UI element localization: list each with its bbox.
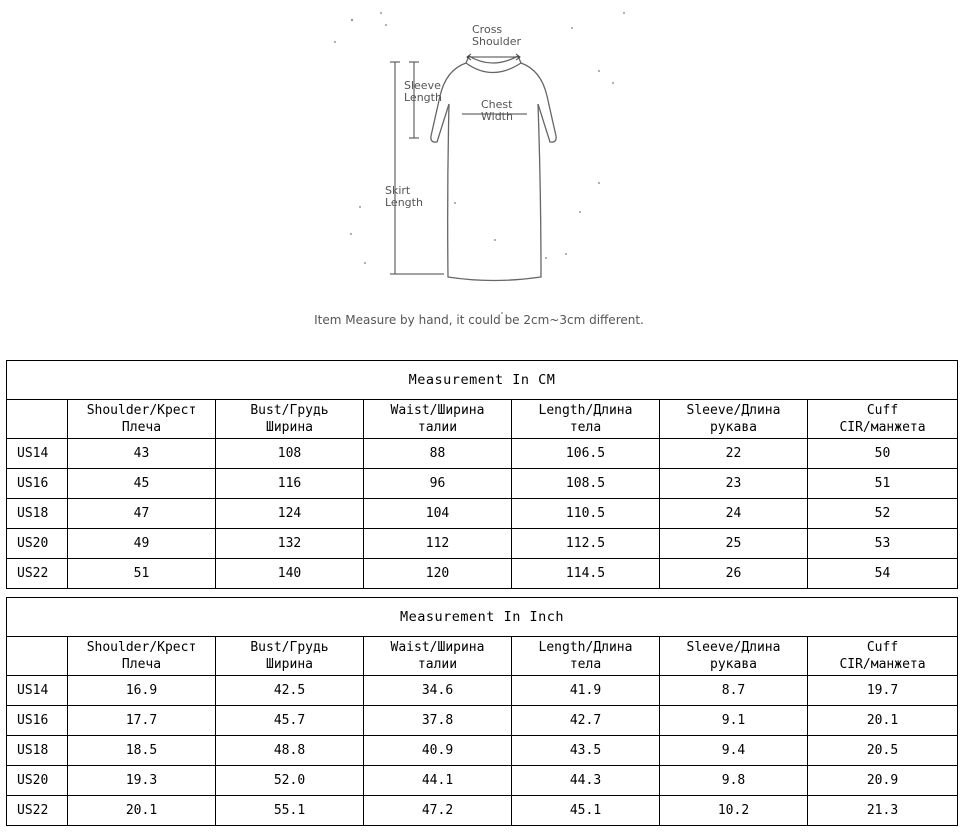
size-label: US18 <box>7 499 68 529</box>
table-cell: 9.1 <box>660 706 808 736</box>
table-row <box>7 676 958 706</box>
table-cell: 26 <box>660 559 808 589</box>
table-cell: 42.5 <box>216 676 364 706</box>
table-row <box>7 766 958 796</box>
table-row <box>7 796 958 826</box>
table-cell: 23 <box>660 469 808 499</box>
table-cell: 43 <box>68 439 216 469</box>
column-header-line: Cuff <box>866 403 899 418</box>
table-cell: 52.0 <box>216 766 364 796</box>
column-header-line: Ширина <box>266 420 313 435</box>
column-header <box>7 637 68 676</box>
table-cell: 50 <box>808 439 958 469</box>
table-row <box>7 736 958 766</box>
column-header <box>512 637 660 676</box>
table-cell: 112 <box>364 529 512 559</box>
column-header-line: Ширина <box>266 657 313 672</box>
table-cell: 45.7 <box>216 706 364 736</box>
column-header-line: CIR/манжета <box>839 420 926 435</box>
table-title: Measurement In Inch <box>7 598 958 637</box>
measurement-table-cm <box>6 360 958 589</box>
diagram-labels <box>314 23 644 327</box>
column-header-line: талии <box>417 657 458 672</box>
table-row <box>7 559 958 589</box>
table-cell: 20.9 <box>808 766 958 796</box>
size-label: US14 <box>7 676 68 706</box>
table-cell: 48.8 <box>216 736 364 766</box>
column-header <box>364 637 512 676</box>
chest-width-label-1: Chest <box>481 98 513 111</box>
table-cell: 140 <box>216 559 364 589</box>
cross-shoulder-label-2: Shoulder <box>472 35 521 48</box>
table-cell: 120 <box>364 559 512 589</box>
table-cell: 116 <box>216 469 364 499</box>
size-label: US16 <box>7 706 68 736</box>
table-cell: 45.1 <box>512 796 660 826</box>
table-cell: 112.5 <box>512 529 660 559</box>
column-header-line: CIR/манжета <box>839 657 926 672</box>
skirt-length-label-1: Skirt <box>385 184 411 197</box>
column-header <box>7 400 68 439</box>
table-cell: 44.3 <box>512 766 660 796</box>
table-cell: 9.4 <box>660 736 808 766</box>
column-header-line: Bust/Грудь <box>250 403 329 418</box>
column-header-line: Плеча <box>121 420 162 435</box>
table-row <box>7 499 958 529</box>
table-cell: 47.2 <box>364 796 512 826</box>
table-cell: 43.5 <box>512 736 660 766</box>
table-cell: 21.3 <box>808 796 958 826</box>
table-cell: 47 <box>68 499 216 529</box>
column-header <box>68 637 216 676</box>
column-header <box>68 400 216 439</box>
table-title: Measurement In CM <box>7 361 958 400</box>
table-cell: 104 <box>364 499 512 529</box>
column-header-line: рукава <box>710 657 757 672</box>
table-cell: 22 <box>660 439 808 469</box>
column-header-line: Плеча <box>121 657 162 672</box>
skirt-length-label-2: Length <box>385 196 423 209</box>
dress-measurement-diagram <box>0 0 962 350</box>
table-row <box>7 469 958 499</box>
table-cell: 20.5 <box>808 736 958 766</box>
table-cell: 106.5 <box>512 439 660 469</box>
table-cell: 16.9 <box>68 676 216 706</box>
table-cell: 10.2 <box>660 796 808 826</box>
table-cell: 51 <box>68 559 216 589</box>
sleeve-length-label-2: Length <box>404 91 442 104</box>
column-header-line: рукава <box>710 420 757 435</box>
table-cell: 45 <box>68 469 216 499</box>
column-header-line: Waist/Ширина <box>390 403 485 418</box>
table-row <box>7 706 958 736</box>
column-header <box>808 637 958 676</box>
chest-width-label-2: Width <box>481 110 513 123</box>
cross-shoulder-label-1: Cross <box>472 23 503 36</box>
column-header <box>216 400 364 439</box>
size-label: US14 <box>7 439 68 469</box>
table-cell: 20.1 <box>68 796 216 826</box>
column-header-line: тела <box>569 420 602 435</box>
table-cell: 40.9 <box>364 736 512 766</box>
table-cell: 96 <box>364 469 512 499</box>
measurement-table-inch <box>6 597 958 826</box>
column-header-line: Length/Длина <box>538 640 633 655</box>
table-cell: 88 <box>364 439 512 469</box>
table-cell: 24 <box>660 499 808 529</box>
table-cell: 52 <box>808 499 958 529</box>
table-cell: 19.7 <box>808 676 958 706</box>
table-cell: 34.6 <box>364 676 512 706</box>
size-label: US16 <box>7 469 68 499</box>
table-cell: 49 <box>68 529 216 559</box>
column-header-line: Bust/Грудь <box>250 640 329 655</box>
table-cell: 110.5 <box>512 499 660 529</box>
table-cell: 44.1 <box>364 766 512 796</box>
table-cell: 9.8 <box>660 766 808 796</box>
table-cell: 51 <box>808 469 958 499</box>
table-cell: 54 <box>808 559 958 589</box>
table-cell: 53 <box>808 529 958 559</box>
column-header <box>660 637 808 676</box>
column-header-line: Shoulder/Крест <box>86 640 197 655</box>
table-cell: 132 <box>216 529 364 559</box>
table-cell: 55.1 <box>216 796 364 826</box>
column-header-line: Cuff <box>866 640 899 655</box>
dress-outline <box>431 56 556 281</box>
column-header-line: Waist/Ширина <box>390 640 485 655</box>
table-cell: 37.8 <box>364 706 512 736</box>
table-row <box>7 439 958 469</box>
table-cell: 25 <box>660 529 808 559</box>
column-header <box>364 400 512 439</box>
table-cell: 20.1 <box>808 706 958 736</box>
table-cell: 108 <box>216 439 364 469</box>
measure-note: Item Measure by hand, it could be 2cm~3cm different. <box>314 313 644 327</box>
column-header <box>216 637 364 676</box>
table-cell: 42.7 <box>512 706 660 736</box>
table-row <box>7 529 958 559</box>
table-cell: 17.7 <box>68 706 216 736</box>
column-header <box>512 400 660 439</box>
sleeve-length-label-1: Sleeve <box>404 79 441 92</box>
column-header <box>660 400 808 439</box>
column-header <box>808 400 958 439</box>
column-header-line: Sleeve/Длина <box>686 640 781 655</box>
column-header-line: Sleeve/Длина <box>686 403 781 418</box>
column-header-line: Shoulder/Крест <box>86 403 197 418</box>
table-cell: 114.5 <box>512 559 660 589</box>
size-label: US22 <box>7 796 68 826</box>
size-label: US18 <box>7 736 68 766</box>
column-header-line: тела <box>569 657 602 672</box>
table-cell: 108.5 <box>512 469 660 499</box>
table-cell: 124 <box>216 499 364 529</box>
column-header-line: Length/Длина <box>538 403 633 418</box>
table-cell: 18.5 <box>68 736 216 766</box>
table-cell: 41.9 <box>512 676 660 706</box>
size-label: US22 <box>7 559 68 589</box>
column-header-line: талии <box>417 420 458 435</box>
size-label: US20 <box>7 529 68 559</box>
table-cell: 19.3 <box>68 766 216 796</box>
table-cell: 8.7 <box>660 676 808 706</box>
size-label: US20 <box>7 766 68 796</box>
